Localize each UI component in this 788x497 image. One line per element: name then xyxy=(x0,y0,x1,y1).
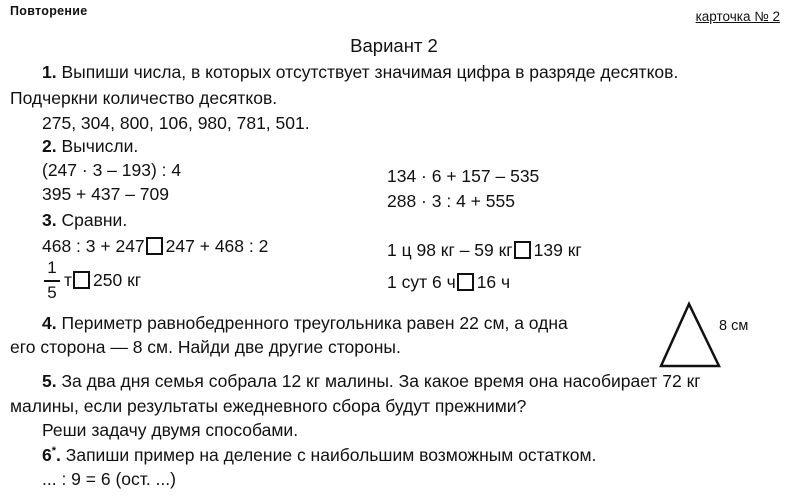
task4-line1 xyxy=(42,313,568,334)
task5-number: 5. xyxy=(42,371,57,391)
task5-line2: малины, если результаты ежедневного сбора будут прежними? xyxy=(10,396,527,416)
task1-line2: Подчеркни количество десятков. xyxy=(10,88,278,108)
task6-star: * xyxy=(51,445,57,457)
fraction-numerator: 1 xyxy=(47,258,57,277)
task1-number: 1. xyxy=(42,62,57,82)
compare-2-left: 1 ц 98 кг – 59 кг xyxy=(387,240,513,260)
compare-4-right: 16 ч xyxy=(476,272,511,292)
task6-line1 xyxy=(42,445,596,466)
card-number: карточка № 2 xyxy=(695,9,780,24)
compare-box xyxy=(457,273,474,291)
task6-text: Запиши пример на деление с наибольшим возможным остатком. xyxy=(65,445,597,465)
isosceles-triangle xyxy=(661,304,719,366)
task3-heading xyxy=(42,210,127,231)
task1-text: Выпиши числа, в которых отсутствует значимая цифра в разряде десятков. xyxy=(61,62,679,82)
task2-expr1: (247 · 3 – 193) : 4 xyxy=(42,160,182,180)
compare-2-right: 139 кг xyxy=(533,240,582,260)
task5-line1 xyxy=(42,371,701,392)
fraction-denominator: 5 xyxy=(47,283,57,302)
triangle-side-label: 8 см xyxy=(719,318,749,334)
task6-dot: . xyxy=(56,445,61,465)
compare-1 xyxy=(42,236,268,257)
compare-3-unit: т xyxy=(64,270,73,290)
task2-expr2: 395 + 437 – 709 xyxy=(42,184,169,204)
task2-heading xyxy=(42,136,138,157)
task4-number: 4. xyxy=(42,313,57,333)
task1-numbers: 275, 304, 800, 106, 980, 781, 501. xyxy=(42,113,310,133)
compare-box xyxy=(146,237,163,255)
task5-text: За два дня семья собрала 12 кг малины. За какое время она насобирает 72 кг xyxy=(61,371,701,391)
task6-line2: ... : 9 = 6 (ост. ...) xyxy=(42,469,176,489)
compare-1-right: 247 + 468 : 2 xyxy=(165,236,269,256)
task2-expr3: 134 · 6 + 157 – 535 xyxy=(387,166,540,186)
fraction-bar xyxy=(44,280,60,282)
task2-number: 2. xyxy=(42,136,57,156)
section-header: Повторение xyxy=(10,4,88,18)
compare-2 xyxy=(387,240,582,261)
compare-4 xyxy=(387,272,510,293)
compare-3 xyxy=(64,270,141,291)
task3-label: Сравни. xyxy=(61,210,128,230)
compare-3-right: 250 кг xyxy=(93,270,142,290)
compare-box xyxy=(514,241,531,259)
task3-number: 3. xyxy=(42,210,57,230)
task5-line3: Реши задачу двумя способами. xyxy=(42,420,299,440)
task2-label: Вычисли. xyxy=(61,136,139,156)
task4-line2: его сторона — 8 см. Найди две другие стороны. xyxy=(10,337,401,357)
task6-number: 6 xyxy=(42,445,52,465)
page-title: Вариант 2 xyxy=(350,35,438,56)
triangle-figure xyxy=(655,300,725,370)
compare-4-left: 1 сут 6 ч xyxy=(387,272,456,292)
compare-box xyxy=(73,271,90,289)
task2-expr4: 288 · 3 : 4 + 555 xyxy=(387,191,515,211)
task4-text: Периметр равнобедренного треугольника равен 22 см, а одна xyxy=(61,313,568,333)
task1-line1 xyxy=(42,62,678,83)
compare-1-left: 468 : 3 + 247 xyxy=(42,236,145,256)
